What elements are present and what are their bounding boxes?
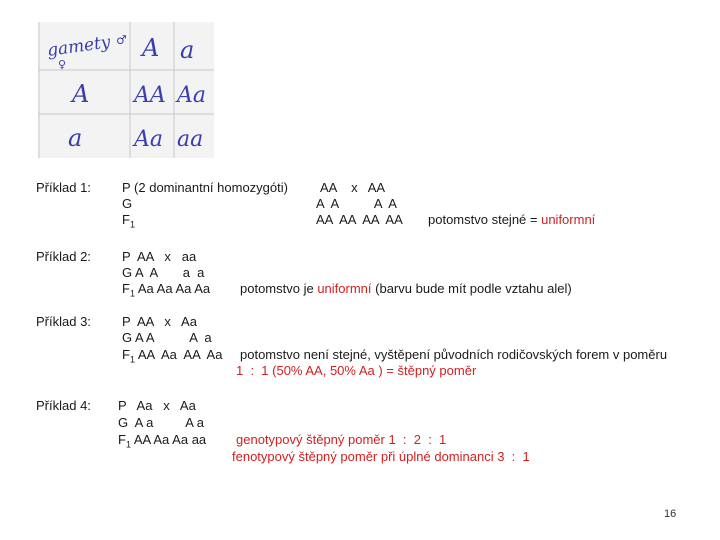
punnett-cell: aa: [177, 127, 204, 152]
example-4-line-f1: $F_1$ AA Aa Aa aa: [118, 432, 207, 450]
punnett-row-header: A: [72, 80, 90, 108]
example-1-cross: AA x AA: [320, 180, 386, 195]
example-3-label: Příklad 3:: [36, 314, 91, 329]
example-4-label: Příklad 4:: [36, 398, 91, 413]
example-4-line-g: G A a A a: [118, 415, 204, 430]
example-1-line-g: G: [122, 196, 133, 211]
example-1-gametes: A A A A: [316, 196, 397, 211]
example-4-line-p: P Aa x Aa: [118, 398, 196, 413]
example-2-line-f1: $F_1$ Aa Aa Aa Aa: [122, 281, 211, 299]
punnett-cell: Aa: [177, 83, 207, 108]
example-2-line-p: P AA x aa: [122, 249, 197, 264]
example-1-offspring: AA AA AA AA: [316, 212, 403, 227]
example-3-ratio: 1 : 1 (50% AA, 50% Aa ) = štěpný poměr: [236, 363, 477, 378]
punnett-corner-label: gamety: [45, 32, 112, 61]
punnett-square: [38, 22, 214, 158]
example-1-line-p: P (2 dominantní homozygóti): [122, 180, 288, 195]
example-2-line-g: G A A a a: [122, 265, 205, 280]
example-4-genotype-ratio: genotypový štěpný poměr 1 : 2 : 1: [236, 432, 447, 447]
punnett-col-header: a: [180, 36, 195, 64]
example-1-line-f1: $F_1$: [122, 212, 135, 230]
example-1-note: potomstvo stejné = uniformní: [428, 212, 596, 227]
example-1-label: Příklad 1:: [36, 180, 91, 195]
example-3-line-p: P AA x Aa: [122, 314, 197, 329]
punnett-corner-female: ♀: [58, 58, 67, 71]
page-number: 16: [664, 508, 677, 520]
punnett-corner-male: ♂: [116, 33, 127, 47]
example-3-note: potomstvo není stejné, vyštěpení původních rodičovských forem v poměru: [240, 347, 668, 362]
example-3-line-g: G A A A a: [122, 330, 212, 345]
example-3-line-f1: $F_1$ AA Aa AA Aa: [122, 347, 223, 365]
punnett-cell: Aa: [134, 127, 164, 152]
punnett-row-header: a: [68, 124, 83, 152]
example-2-label: Příklad 2:: [36, 249, 91, 264]
example-4-phenotype-ratio: fenotypový štěpný poměr při úplné dominanci 3 : 1: [232, 449, 530, 464]
example-2-note: potomstvo je uniformní (barvu bude mít podle vztahu alel): [240, 281, 572, 296]
punnett-col-header: A: [142, 34, 160, 62]
punnett-cell: AA: [134, 83, 166, 108]
